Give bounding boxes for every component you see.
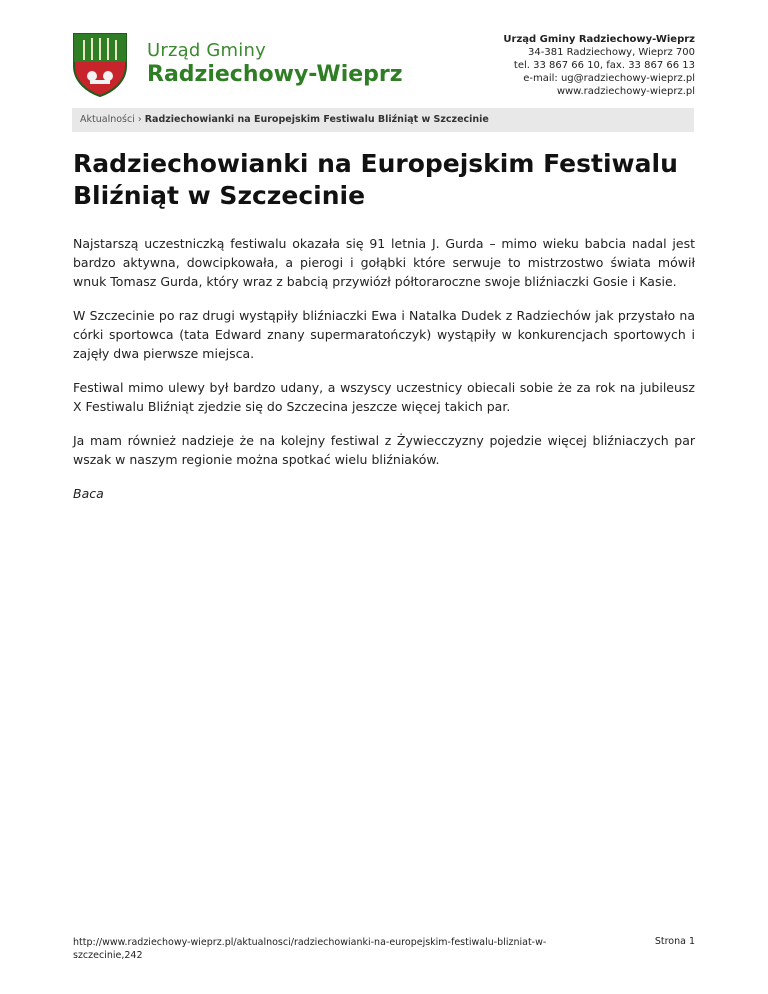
coat-of-arms-icon (72, 32, 128, 98)
contact-phone: tel. 33 867 66 10, fax. 33 867 66 13 (513, 60, 695, 71)
article-paragraph: Ja mam również nadzieje że na kolejny festiwal z Żywiecczyzny pojedzie więcej bliźniaczych par wszak w naszym regionie można spotkać wielu bliźniaków. (73, 433, 695, 467)
contact-address: 34-381 Radziechowy, Wieprz 700 (528, 47, 695, 58)
article-title: Radziechowianki na Europejskim Festiwalu Bliźniąt w Szczecinie (73, 149, 678, 210)
footer-url[interactable]: http://www.radziechowy-wieprz.pl/aktualnosci/radziechowianki-na-europejskim-festiwalu-blizniat-w-szczecinie,242 (73, 937, 547, 961)
article-paragraph: Najstarszą uczestniczką festiwalu okazała się 91 letnia J. Gurda – mimo wieku babcia nadal jest bardzo aktywna, dowcipkowała, a pierogi i gołąbki które serwuje to mistrzostwo świata mówił wnuk Tomasz Gurda, który wraz z babcią przywiózł półtoraroczne swoje bliźniaczki Gosie i Kasie. (73, 236, 695, 289)
logo-title: Radziechowy-Wieprz (147, 62, 403, 87)
breadcrumb-current: Radziechowianki na Europejskim Festiwalu Bliźniąt w Szczecinie (144, 114, 489, 125)
article-paragraph: W Szczecinie po raz drugi wystąpiły bliźniaczki Ewa i Natalka Dudek z Radziechów jak przystało na córki sportowca (tata Edward znany supermaratończyk) wystąpiły w konkurencjach sportowych i zajęły dwa pierwsze miejsca. (73, 308, 695, 361)
article-signature: Baca (73, 486, 104, 501)
contact-block (503, 33, 695, 98)
article-body (73, 234, 695, 518)
page-number: Strona 1 (654, 936, 695, 947)
contact-org: Urząd Gminy Radziechowy-Wieprz (503, 34, 695, 45)
article-paragraph: Festiwal mimo ulewy był bardzo udany, a wszyscy uczestnicy obiecali sobie że za rok na jubileusz X Festiwalu Bliźniąt zjedzie się do Szczecina jeszcze więcej takich par. (73, 380, 695, 414)
breadcrumb (72, 108, 694, 132)
contact-website[interactable]: www.radziechowy-wieprz.pl (556, 86, 695, 97)
logo-subtitle: Urząd Gminy (147, 40, 266, 61)
page-header (0, 0, 768, 108)
contact-email[interactable]: e-mail: ug@radziechowy-wieprz.pl (523, 73, 695, 84)
breadcrumb-separator: › (137, 114, 142, 125)
breadcrumb-parent[interactable]: Aktualności (80, 114, 135, 125)
